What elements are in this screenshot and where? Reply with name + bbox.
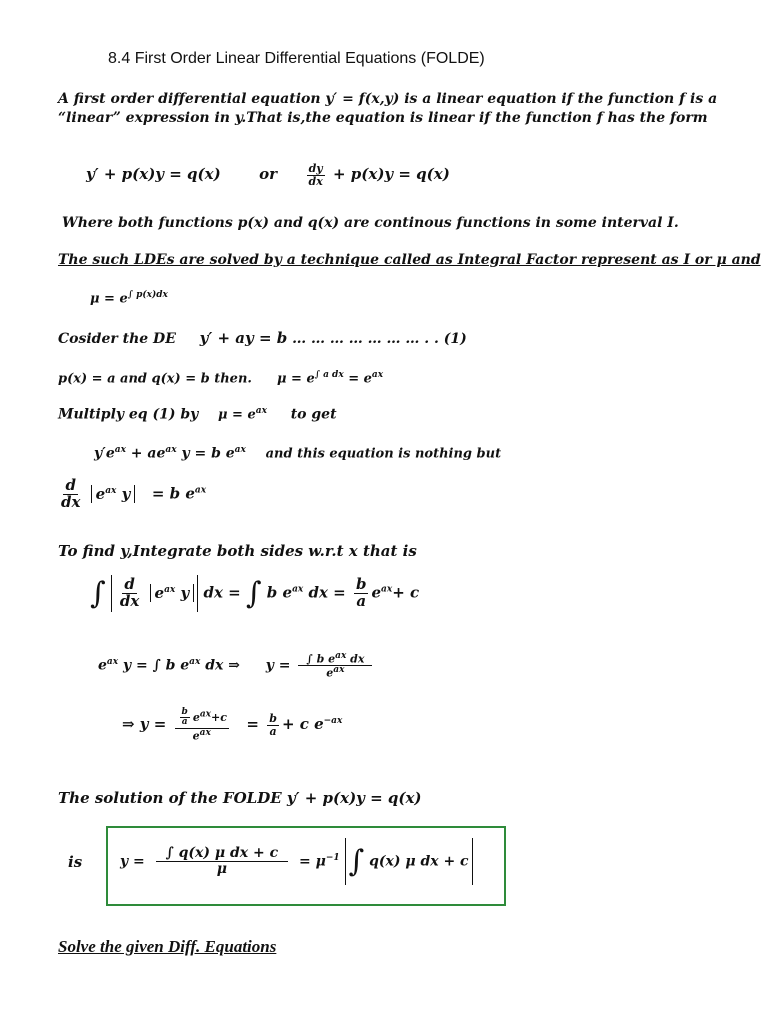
mu-eq-equals: = e [343,371,372,387]
box-denominator: μ [216,861,227,877]
sol1-exp: ax [106,657,119,668]
multiply-exponent: ax [255,406,267,416]
sol2-b: b [181,707,188,717]
sol2-num-e: e [192,710,200,724]
solve-heading: Solve the given Diff. Equations [58,937,277,956]
sol1-num-text: ∫ b e [306,652,336,666]
sol1-y: y = [265,657,291,674]
mult-exp-a: ax [114,445,126,455]
sol2-rhs-exp: −ax [323,716,343,727]
sol2-arrow: ⇒ y = [122,715,167,734]
sol2-plus-c: +c [211,710,227,724]
int-e-exp: ax [380,584,393,595]
solution-step-2 [122,708,342,742]
sol2-den-e: e [192,729,200,743]
mu-definition [90,290,168,306]
sol2-num-exp: ax [199,709,212,720]
multiply-line [58,406,337,423]
dx-denominator-2: dx [61,492,81,511]
mult-part-b: + ae [125,445,166,462]
mult-part-a: y′e [94,445,115,462]
sol2-equals: = [246,715,259,734]
multiply-end: to get [290,406,337,423]
int-mid-exp: ax [292,584,304,595]
integral-equation [90,575,419,612]
mu-eq-exponent-2: ax [371,370,384,380]
box-inner: q(x) μ dx + c [369,853,469,870]
sol2-a: a [181,717,188,728]
box-equals-mu: = μ [299,853,326,870]
form-left: y′ + p(x)y = q(x) [86,165,221,184]
mult-tail: and this equation is nothing but [265,446,502,462]
general-form-equation [86,163,450,187]
consider-de-line [58,329,467,347]
to-find-line: To find y,Integrate both sides w.r.t x that is [58,542,417,560]
multiply-mu: μ = e [218,407,256,423]
pq-text: p(x) = a and q(x) = b then. [58,371,252,387]
deriv-rhs: = b e [151,484,195,503]
box-y: y = [120,853,145,870]
sol2-b-over-a-2 [267,713,279,737]
sol1-rest: y = ∫ b e [118,657,190,674]
consider-label: Cosider the DE [58,331,176,347]
inner-y: y [175,584,190,603]
mu-eq-base: μ = e [277,371,315,387]
d-dx-fraction [59,478,82,511]
deriv-inside-y: y [116,485,131,504]
int-mid: b e [266,583,293,602]
a-denominator: a [356,591,367,610]
sol2-a-2: a [269,724,277,738]
b-over-a-fraction [354,577,369,610]
solution-step-1 [98,652,375,679]
deriv-inside-e: e [95,485,106,504]
dy-dx-fraction [307,163,325,187]
section-heading: 8.4 First Order Linear Differential Equations (FOLDE) [108,50,485,67]
d-numerator-2: d [124,575,135,593]
box-exponent: −1 [325,852,340,863]
dx-denominator: dx [308,174,323,188]
mult-part-c: y = b e [176,445,235,462]
integral-sign-1: ∫ [90,575,106,611]
sol1-e: e [98,657,107,674]
box-fraction [156,846,289,876]
multiply-text: Multiply eq (1) by [58,406,199,423]
deriv-inside-exp: ax [105,486,117,497]
derivative-equation [56,478,206,511]
int-e: e [371,583,381,602]
inner-e: e [154,584,165,603]
inner-exp: ax [164,585,176,596]
box-integral-sign: ∫ [348,844,365,879]
form-right: + p(x)y = q(x) [333,165,450,184]
b-numerator: b [355,575,367,593]
mu-def-exponent: ∫ p(x)dx [127,290,168,300]
pq-line [58,370,383,386]
sol2-big-fraction [175,708,229,742]
integral-sign-2: ∫ [245,575,262,611]
solution-line: The solution of the FOLDE y′ + p(x)y = q(x) [58,789,422,807]
d-dx-fraction-2 [118,577,141,610]
sol1-den-exp: ax [333,665,345,676]
mult-exp-c: ax [234,445,246,455]
int-plus-c: + c [392,583,420,602]
sol1-num-dx: dx [346,652,365,666]
or-text: or [259,165,278,184]
sol1-exp-2: ax [189,657,201,668]
mult-exp-b: ax [165,445,177,455]
int-mid-dx: dx = [303,583,351,602]
multiplied-equation [94,445,501,462]
dx-denominator-3: dx [119,591,140,610]
d-numerator: d [65,476,76,494]
sol2-den-exp: ax [199,727,211,738]
box-numerator: ∫ q(x) μ dx + c [156,846,289,862]
mu-eq-exponent: ∫ a dx [314,370,344,380]
sol1-num-exp: ax [335,651,347,661]
deriv-bracket [91,485,136,503]
intro-line-2: “linear” expression in y.That is,the equation is linear if the function f has the form [58,110,708,126]
sol1-denominator [324,666,346,679]
sol1-dx: dx ⇒ [200,657,240,674]
sol1-fraction [298,652,372,679]
int-dx-1: dx = [198,583,246,602]
intro-line-1: A first order differential equation y′ = f(x,y) is a linear equation if the function f is a [58,91,718,107]
dy-numerator: dy [308,162,323,175]
where-line: Where both functions p(x) and q(x) are continous functions in some interval I. [62,215,679,231]
inner-bracket [150,584,195,602]
boxed-formula [120,838,473,885]
integral-factor-line: The such LDEs are solved by a technique called as Integral Factor represent as I or μ and [58,252,761,268]
sol2-b-2: b [269,711,277,725]
box-bracket [345,838,473,885]
sol1-den-e: e [326,666,334,680]
integral-bracket [111,575,198,612]
mu-def-base: μ = e [90,291,128,307]
sol2-denominator [191,729,213,742]
sol2-rhs: + c e [281,715,324,734]
sol1-numerator [298,652,372,666]
consider-dots: … … … … … … … . . (1) [287,331,467,347]
is-text: is [68,853,83,871]
deriv-rhs-exp: ax [194,485,207,496]
sol2-b-over-a [180,708,190,728]
consider-equation: y′ + ay = b [199,329,288,347]
sol2-numerator [175,708,229,729]
